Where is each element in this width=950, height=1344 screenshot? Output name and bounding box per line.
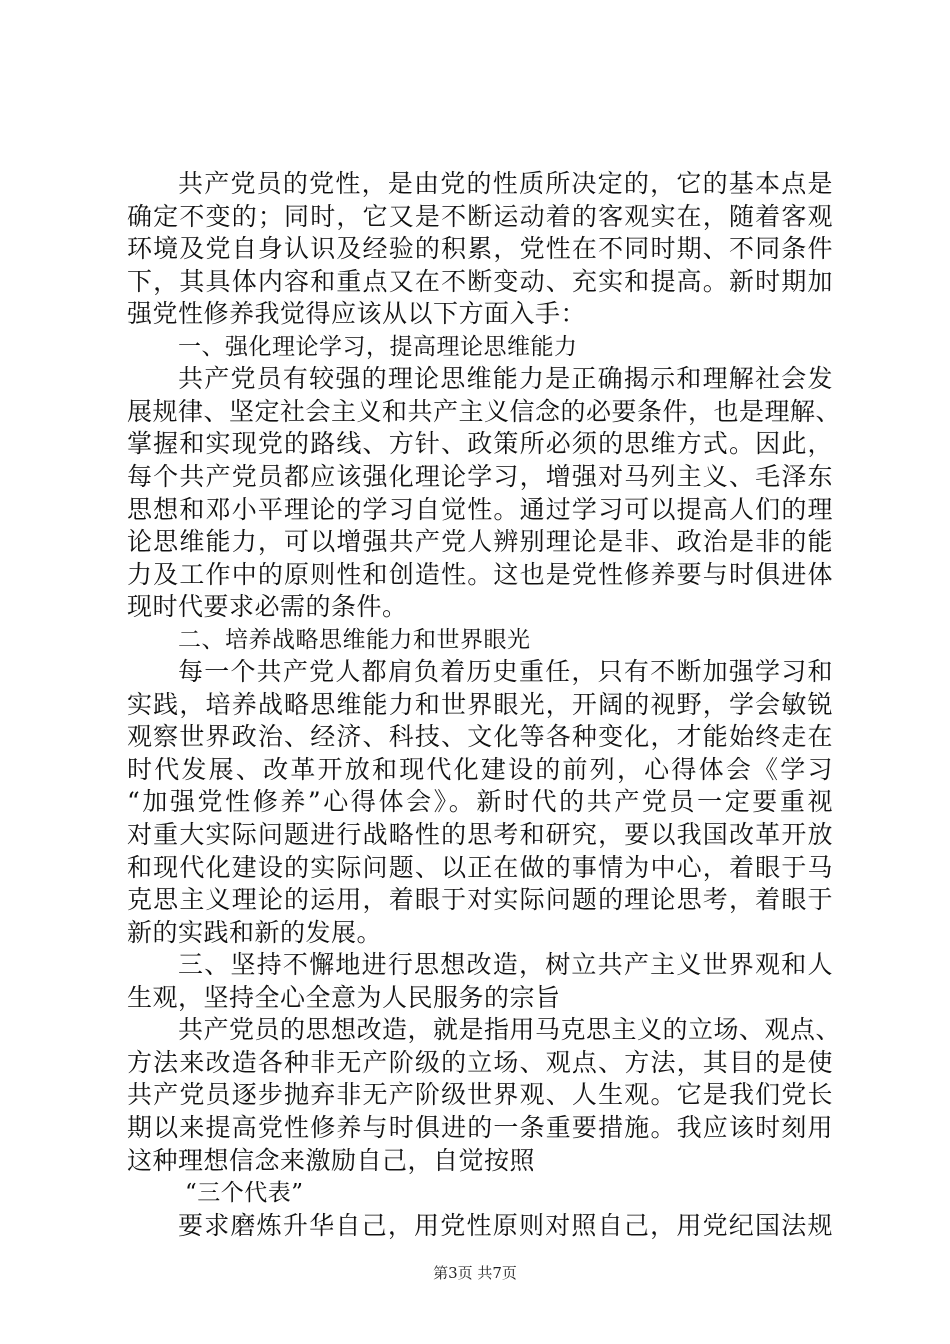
paragraph-line: 确定不变的；同时，它又是不断运动着的客观实在，随着客观 bbox=[127, 201, 833, 231]
paragraph-line: 观察世界政治、经济、科技、文化等各种变化，才能始终走在 bbox=[127, 722, 833, 752]
paragraph-5 bbox=[127, 1210, 833, 1243]
paragraph-line: 下，其具体内容和重点又在不断变动、充实和提高。新时期加 bbox=[127, 266, 833, 296]
heading-line: 生观，坚持全心全意为人民服务的宗旨 bbox=[127, 982, 561, 1012]
paragraph-line: 和现代化建设的实际问题、以正在做的事情为中心，着眼于马 bbox=[127, 852, 833, 882]
paragraph-line: “加强党性修养”心得体会》。新时代的共产党员一定要重视 bbox=[127, 787, 833, 817]
quote-line: “三个代表” bbox=[185, 1180, 304, 1207]
paragraph-4 bbox=[127, 1014, 842, 1177]
paragraph-line: 共产党员逐步抛弃非无产阶级世界观、人生观。它是我们党长 bbox=[127, 1080, 833, 1110]
paragraph-line: 共产党员的思想改造，就是指用马克思主义的立场、观点、 bbox=[178, 1015, 842, 1045]
paragraph-line: 论思维能力，可以增强共产党人辨别理论是非、政治是非的能 bbox=[127, 527, 833, 557]
paragraph-line: 实践，培养战略思维能力和世界眼光，开阔的视野，学会敏锐 bbox=[127, 689, 833, 719]
paragraph-line: 对重大实际问题进行战略性的思考和研究，要以我国改革开放 bbox=[127, 820, 833, 850]
paragraph-line: 每一个共产党人都肩负着历史重任，只有不断加强学习和 bbox=[178, 657, 833, 687]
section-heading-1: 一、强化理论学习，提高理论思维能力 bbox=[178, 333, 578, 360]
paragraph-3 bbox=[127, 656, 833, 949]
section-heading-2: 二、培养战略思维能力和世界眼光 bbox=[178, 626, 531, 653]
paragraph-line: 每个共产党员都应该强化理论学习，增强对马列主义、毛泽东 bbox=[127, 461, 833, 491]
heading-line: 三、坚持不懈地进行思想改造，树立共产主义世界观和人 bbox=[178, 950, 833, 980]
paragraph-2 bbox=[127, 363, 842, 624]
paragraph-line: 共产党员有较强的理论思维能力是正确揭示和理解社会发 bbox=[178, 364, 833, 394]
paragraph-line: 要求磨炼升华自己，用党性原则对照自己，用党纪国法规 bbox=[178, 1210, 833, 1240]
paragraph-line: 方法来改造各种非无产阶级的立场、观点、方法，其目的是使 bbox=[127, 1047, 833, 1077]
paragraph-line: 时代发展、改革开放和现代化建设的前列，心得体会《学习 bbox=[127, 754, 833, 784]
document-body bbox=[127, 168, 842, 1242]
paragraph-line: 新的实践和新的发展。 bbox=[127, 917, 383, 947]
paragraph-line: 环境及党自身认识及经验的积累，党性在不同时期、不同条件 bbox=[127, 234, 833, 264]
paragraph-line: 掌握和实现党的路线、方针、政策所必须的思维方式。因此， bbox=[127, 429, 833, 459]
section-heading-3 bbox=[127, 949, 833, 1014]
paragraph-line: 克思主义理论的运用，着眼于对实际问题的理论思考，着眼于 bbox=[127, 885, 833, 915]
page-number-footer: 第3页 共7页 bbox=[433, 1264, 517, 1282]
paragraph-line: 这种理想信念来激励自己，自觉按照 bbox=[127, 1145, 536, 1175]
paragraph-line: 力及工作中的原则性和创造性。这也是党性修养要与时俱进体 bbox=[127, 559, 833, 589]
paragraph-line: 强党性修养我觉得应该从以下方面入手： bbox=[127, 299, 587, 329]
paragraph-line: 展规律、坚定社会主义和共产主义信念的必要条件，也是理解、 bbox=[127, 396, 842, 426]
paragraph-1 bbox=[127, 168, 833, 331]
paragraph-line: 现时代要求必需的条件。 bbox=[127, 592, 408, 622]
paragraph-line: 期以来提高党性修养与时俱进的一条重要措施。我应该时刻用 bbox=[127, 1113, 833, 1142]
paragraph-line: 共产党员的党性，是由党的性质所决定的，它的基本点是 bbox=[178, 169, 833, 198]
paragraph-line: 思想和邓小平理论的学习自觉性。通过学习可以提高人们的理 bbox=[127, 494, 833, 524]
